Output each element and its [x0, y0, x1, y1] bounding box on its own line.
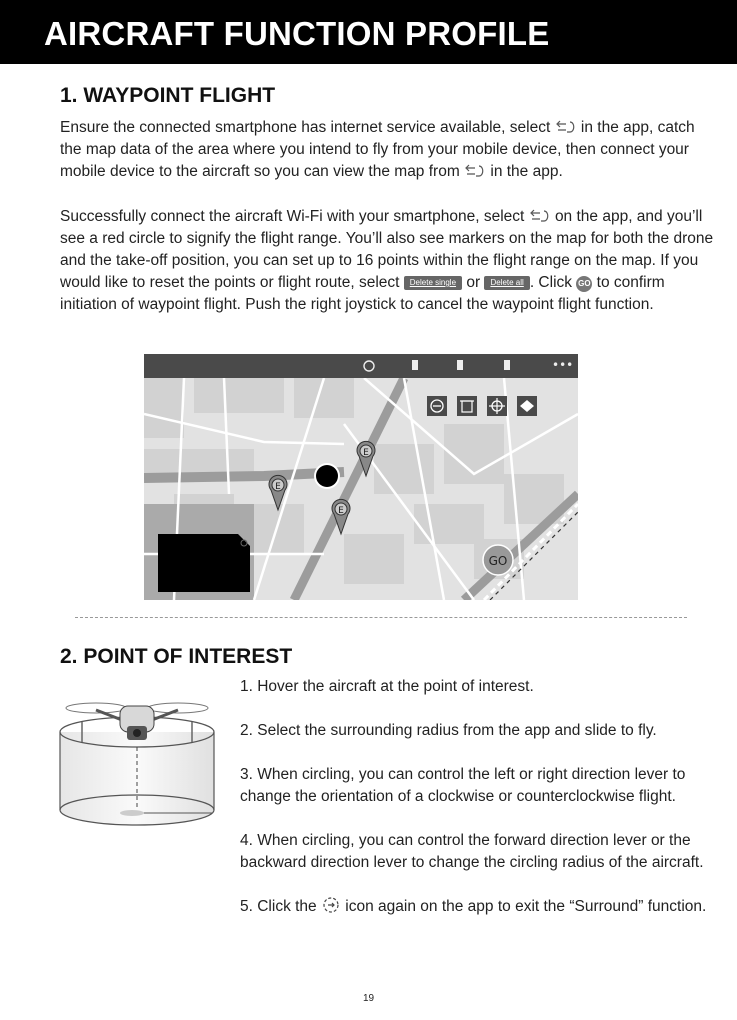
section-title-waypoint: 1. WAYPOINT FLIGHT	[60, 84, 276, 107]
poi-step: 2. Select the surrounding radius from the app and slide to fly.	[240, 722, 657, 739]
page-title: AIRCRAFT FUNCTION PROFILE	[44, 15, 550, 52]
text-span: on the app, and you’ll see a red circle to signify the flight range. You’ll also see markers on the map for both the drone and the take-off position, you can set up to 16 points within the flight range on the map. If you would like to reset the points or flight route, select	[60, 208, 714, 291]
text-span: Successfully connect the aircraft Wi-Fi with your smartphone, select	[60, 208, 525, 225]
waypoint-paragraph-1	[60, 117, 720, 183]
locate-button[interactable]	[487, 396, 507, 416]
map-canvas	[144, 354, 578, 600]
text-span: . Click	[529, 274, 573, 291]
delete-all-button-icon: Delete all	[484, 276, 529, 290]
poi-step: 4. When circling, you can control the forward direction lever or the backward direction lever to change the circling radius of the aircraft.	[240, 832, 704, 871]
delete-button[interactable]	[457, 396, 477, 416]
poi-steps	[240, 676, 720, 940]
more-icon[interactable]: •••	[552, 358, 574, 372]
camera-preview-window[interactable]	[158, 534, 250, 592]
text-span: icon again on the app to exit the “Surround” function.	[345, 898, 707, 915]
layers-button[interactable]	[517, 396, 537, 416]
waypoint-label: E	[363, 448, 369, 458]
text-span: Ensure the connected smartphone has internet service available, select	[60, 119, 551, 136]
text-span: 5. Click the	[240, 898, 317, 915]
section-title-poi: 2. POINT OF INTEREST	[60, 645, 293, 668]
poi-step: 3. When circling, you can control the left or right direction lever to change the orientation of a clockwise or counterclockwise flight.	[240, 766, 686, 805]
waypoint-paragraph-2	[60, 206, 720, 316]
waypoint-label: E	[275, 482, 281, 492]
orbit-illustration	[52, 692, 222, 832]
text-span: or	[466, 274, 481, 291]
poi-step	[240, 896, 720, 918]
svg-text:GO: GO	[488, 554, 508, 568]
aircraft-battery-icon[interactable]	[412, 360, 418, 370]
text-span: in the app.	[490, 163, 563, 180]
surround-icon	[321, 896, 341, 914]
text-span: in the app, catch the map data of the area where you intend to fly from your mobile device, then connect your mobile device to the aircraft so you can view the map from	[60, 119, 695, 180]
text-span: to confirm initiation of waypoint flight. Push the right joystick to cancel the waypoint flight function.	[60, 274, 665, 313]
poi-step: 1. Hover the aircraft at the point of interest.	[240, 678, 534, 695]
header-banner	[0, 0, 737, 64]
go-button[interactable]	[483, 545, 513, 575]
delete-single-button-icon: Delete single	[404, 276, 462, 290]
map-screenshot	[144, 354, 578, 600]
zoom-out-button[interactable]	[427, 396, 447, 416]
page-number: 19	[362, 993, 375, 1004]
map-route-icon	[529, 208, 551, 224]
drone-position-marker	[316, 465, 338, 487]
map-route-icon	[555, 119, 577, 135]
waypoint-label: E	[338, 506, 344, 516]
map-route-icon	[464, 163, 486, 179]
remote-battery-icon[interactable]	[504, 360, 510, 370]
section-divider	[75, 617, 687, 618]
gps-icon[interactable]	[457, 360, 463, 370]
go-icon: GO	[576, 276, 592, 292]
